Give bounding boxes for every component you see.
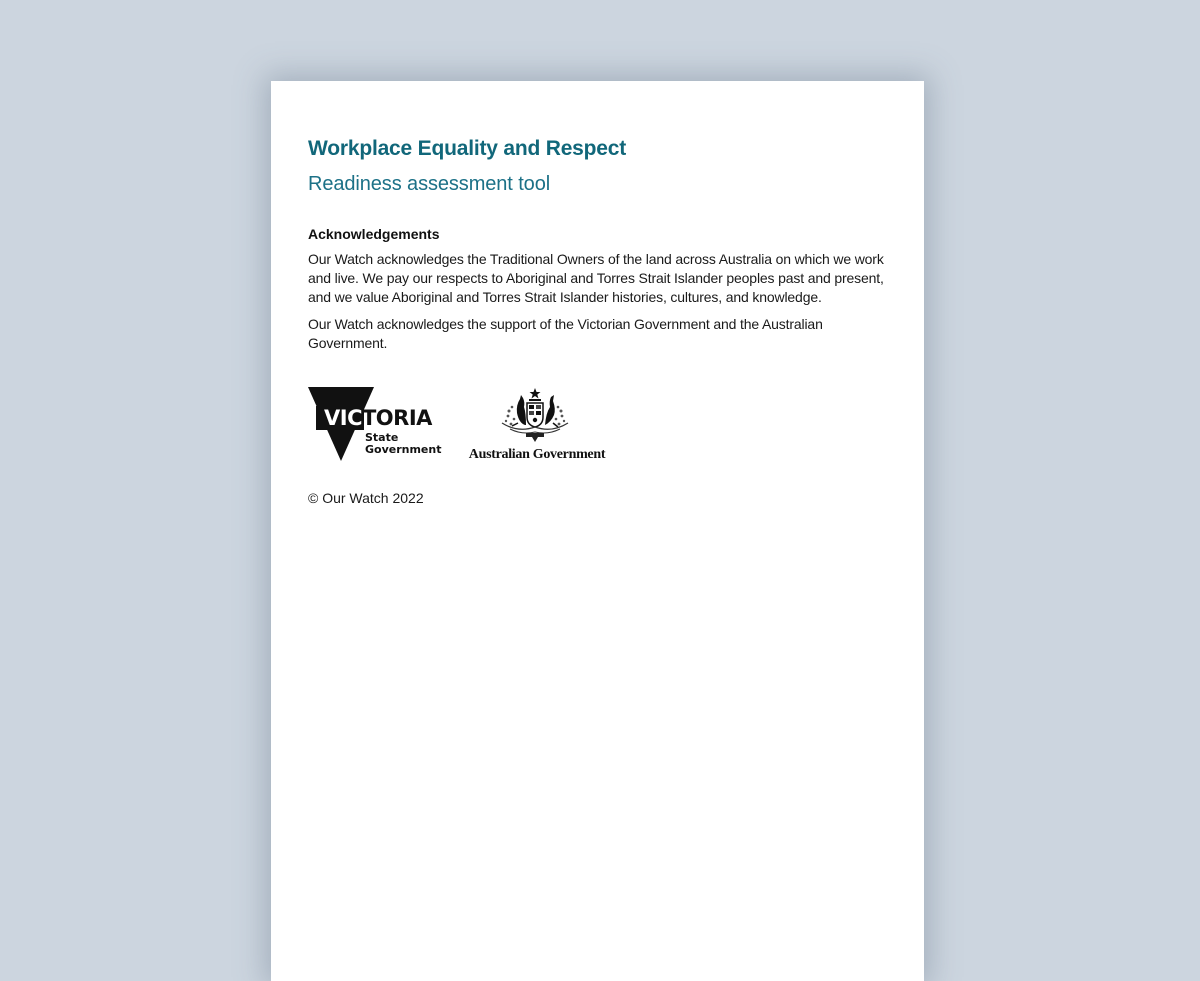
document-title: Workplace Equality and Respect	[308, 137, 627, 160]
acknowledgement-paragraph-traditional-owners: Our Watch acknowledges the Traditional Owners of the land across Australia on which we work and live. We pay our respects to Aboriginal and Torres Strait Islander peoples past and present, and we value Aboriginal and Torres Strait Islander histories, cultures, and knowledge.	[308, 251, 884, 305]
victoria-subtitle-line1: State	[365, 431, 399, 444]
victoria-subtitle	[365, 432, 441, 456]
acknowledgements-heading: Acknowledgements	[308, 226, 440, 242]
victoria-state-government-logo	[308, 387, 442, 463]
victoria-subtitle-line2: Government	[365, 443, 442, 456]
document-page	[271, 81, 924, 981]
document-subtitle: Readiness assessment tool	[308, 173, 551, 195]
coat-of-arms-icon	[496, 387, 574, 443]
document-content	[308, 135, 893, 508]
victoria-wordmark-toria: TORIA	[361, 406, 432, 430]
government-logos	[308, 387, 893, 467]
victoria-wordmark	[324, 406, 432, 430]
copyright-notice: © Our Watch 2022	[308, 490, 424, 506]
australian-government-text: Australian Government	[468, 447, 606, 462]
acknowledgement-paragraph-government-support: Our Watch acknowledges the support of the Victorian Government and the Australian Government.	[308, 316, 823, 351]
victoria-wordmark-vic: VIC	[324, 406, 362, 430]
australian-government-logo	[464, 387, 610, 467]
